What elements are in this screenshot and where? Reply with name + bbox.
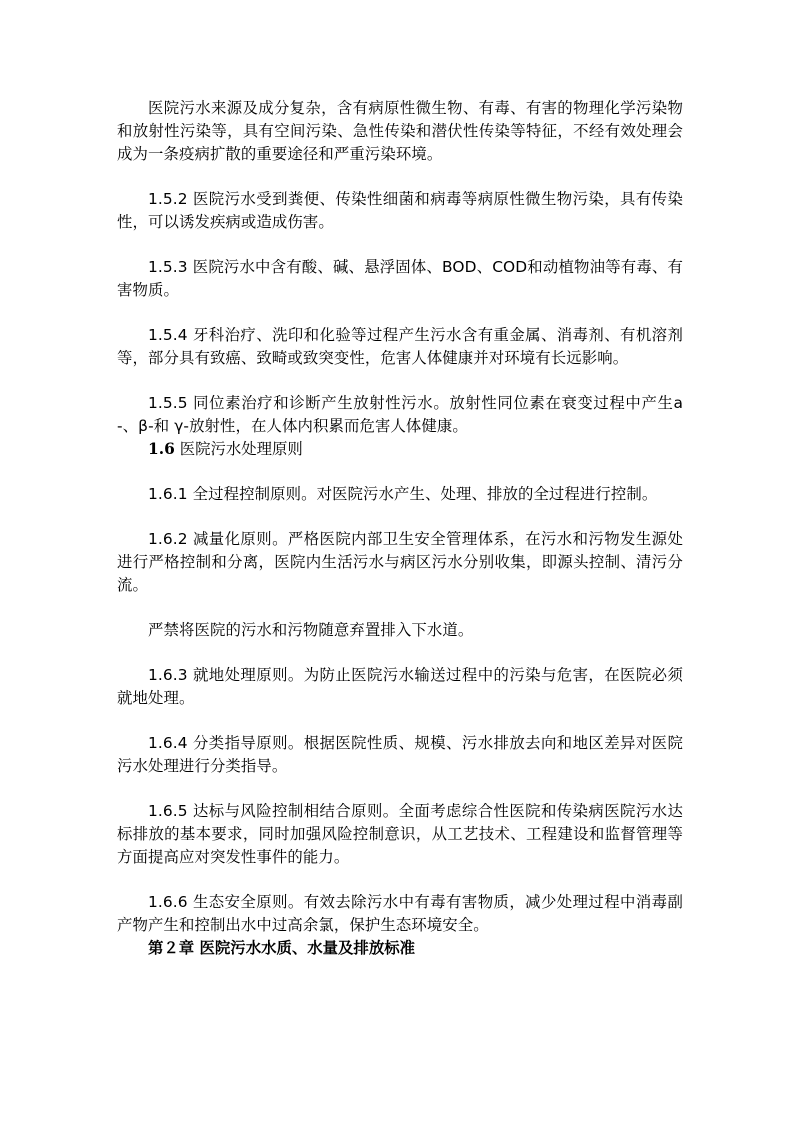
document-page [117,97,683,960]
paragraph-1-6-3: 1.6.3 就地处理原则。为防止医院污水输送过程中的污染与危害，在医院必须就地处理。 [117,666,683,707]
chapter-heading-2 [117,937,683,960]
paragraph-1-6-2: 1.6.2 减量化原则。严格医院内部卫生安全管理体系，在污水和污物发生源处进行严格控制和分离，医院内生活污水与病区污水分别收集，即源头控制、清污分流。 [117,530,683,594]
paragraph-1-5-5: 1.5.5 同位素治疗和诊断产生放射性污水。放射性同位素在衰变过程中产生a-、β-和 γ-放射性，在人体内积累而危害人体健康。 [117,394,683,435]
chapter-title: 第２章 医院污水水质、水量及排放标准 [148,939,415,957]
section-heading-1-6 [117,438,683,461]
paragraph-intro: 医院污水来源及成分复杂，含有病原性微生物、有毒、有害的物理化学污染物和放射性污染等，具有空间污染、急性传染和潜伏性传染等特征，不经有效处理会成为一条疫病扩散的重要途径和严重污染环境。 [117,99,683,163]
paragraph-1-6-4: 1.6.4 分类指导原则。根据医院性质、规模、污水排放去向和地区差异对医院污水处理进行分类指导。 [117,734,683,775]
paragraph-1-6-6: 1.6.6 生态安全原则。有效去除污水中有毒有害物质，减少处理过程中消毒副产物产生和控制出水中过高余氯，保护生态环境安全。 [117,893,683,934]
paragraph-1-6-5: 1.6.5 达标与风险控制相结合原则。全面考虑综合性医院和传染病医院污水达标排放的基本要求，同时加强风险控制意识，从工艺技术、工程建设和监督管理等方面提高应对突发性事件的能力。 [117,802,683,866]
section-number: 1.6 [148,440,175,458]
paragraph-1-5-4: 1.5.4 牙科治疗、洗印和化验等过程产生污水含有重金属、消毒剂、有机溶剂等，部分具有致癌、致畸或致突变性，危害人体健康并对环境有长远影响。 [117,326,683,367]
section-title: 医院污水处理原则 [179,440,303,458]
paragraph-1-6-1: 1.6.1 全过程控制原则。对医院污水产生、处理、排放的全过程进行控制。 [148,485,658,503]
paragraph-1-5-3: 1.5.3 医院污水中含有酸、碱、悬浮固体、BOD、COD和动植物油等有毒、有害物质。 [117,258,683,299]
paragraph-1-6-2-note: 严禁将医院的污水和污物随意弃置排入下水道。 [148,621,474,639]
paragraph-1-5-2: 1.5.2 医院污水受到粪便、传染性细菌和病毒等病原性微生物污染，具有传染性，可以诱发疾病或造成伤害。 [117,190,683,231]
